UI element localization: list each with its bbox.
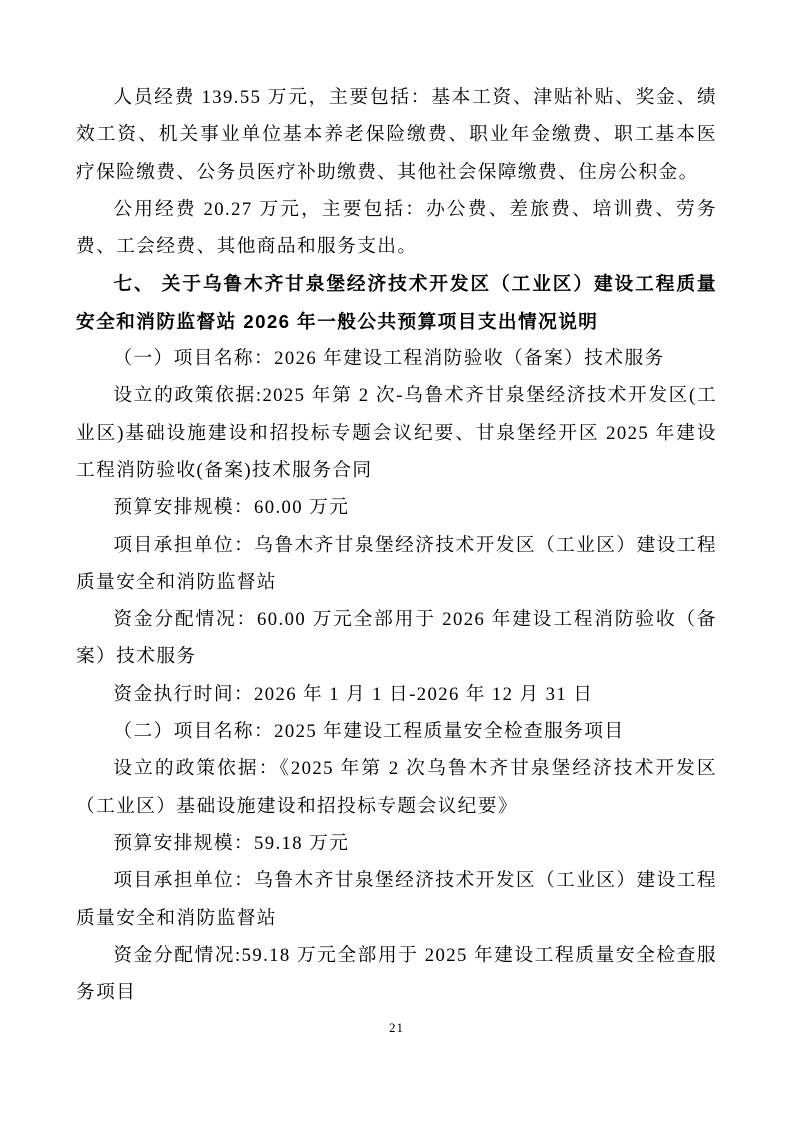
para-project2-fund-allocation: 资金分配情况:59.18 万元全部用于 2025 年建设工程质量安全检查服务项目: [76, 944, 717, 1004]
para-project2-name: （二）项目名称：2025 年建设工程质量安全检查服务项目: [113, 721, 625, 743]
para-personnel-expense: 人员经费 139.55 万元，主要包括：基本工资、津贴补贴、奖金、绩效工资、机关事业单位基本养老保险缴费、职业年金缴费、职工基本医疗保险缴费、公务员医疗补助缴费、其他社会保障缴费、住房公积金。: [76, 87, 717, 183]
para-project2-policy-basis: 设立的政策依据：《2025 年第 2 次乌鲁木齐甘泉堡经济技术开发区（工业区）基础设施建设和招投标专题会议纪要》: [76, 758, 717, 817]
para-public-expense: 公用经费 20.27 万元，主要包括：办公费、差旅费、培训费、劳务费、工会经费、其他商品和服务支出。: [76, 198, 717, 258]
para-project1-budget-scale: 预算安排规模：60.00 万元: [113, 497, 350, 519]
para-project1-fund-allocation: 资金分配情况：60.00 万元全部用于 2026 年建设工程消防验收（备案）技术服务: [76, 609, 717, 668]
para-project1-undertaking-unit: 项目承担单位：乌鲁木齐甘泉堡经济技术开发区（工业区）建设工程质量安全和消防监督站: [76, 534, 717, 593]
heading-section-seven: 七、 关于乌鲁木齐甘泉堡经济技术开发区（工业区）建设工程质量安全和消防监督站 2026 年一般公共预算项目支出情况说明: [76, 273, 717, 332]
para-project1-policy-basis: 设立的政策依据:2025 年第 2 次-乌鲁术齐甘泉堡经济技术开发区(工业区)基础设施建设和招投标专题会议纪要、甘泉堡经开区 2025 年建设工程消防验收(备案)技术服务合同: [76, 385, 717, 481]
page-number: 21: [389, 1020, 404, 1035]
para-project1-execution-time: 资金执行时间：2026 年 1 月 1 日-2026 年 12 月 31 日: [113, 683, 594, 705]
para-project1-name: （一）项目名称：2026 年建设工程消防验收（备案）技术服务: [113, 348, 665, 370]
para-project2-undertaking-unit: 项目承担单位：乌鲁木齐甘泉堡经济技术开发区（工业区）建设工程质量安全和消防监督站: [76, 870, 717, 929]
para-project2-budget-scale: 预算安排规模：59.18 万元: [113, 832, 350, 854]
document-body: [76, 79, 717, 1011]
